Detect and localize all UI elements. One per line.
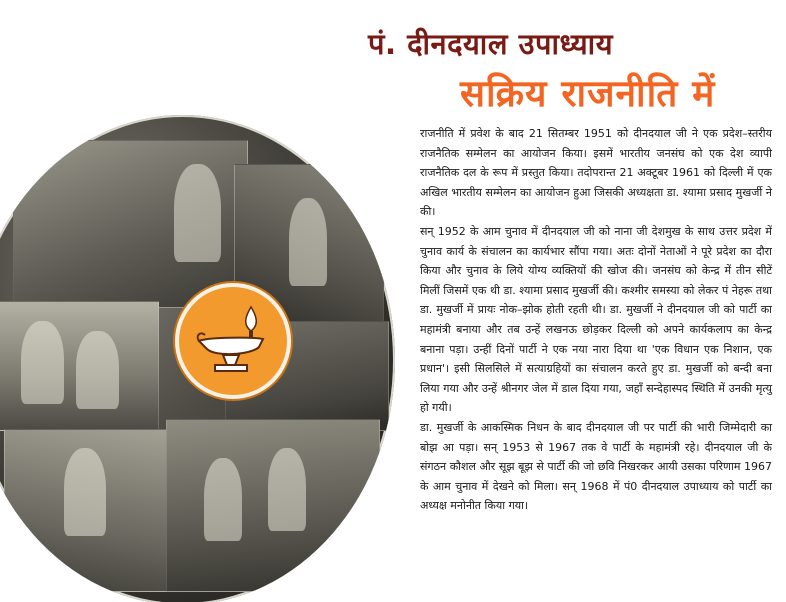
deepak-lamp-icon: [193, 303, 273, 377]
page-title: पं. दीनदयाल उपाध्याय: [368, 27, 614, 61]
collage-figure: [289, 198, 327, 286]
collage-figure: [76, 331, 119, 409]
collage-figure: [64, 448, 107, 536]
collage-figure: [21, 321, 64, 404]
jana-sangh-lamp-emblem: [175, 283, 291, 399]
paragraph: सन् 1952 के आम चुनाव में दीनदयाल जी को नाना जी देशमुख के साथ उत्तर प्रदेश में चुनाव कार्य के संचालन का कार्यभार सौंपा गया। अतः दोनों नेताओं ने पूरे प्रदेश का दौरा किया और चुनाव के लिये योग्य व्यक्तियों की खोज की। जनसंघ को केन्द्र में तीन सीटें मिलीं जिसमें एक थी डा. श्यामा प्रसाद मुखर्जी की। कश्मीर समस्या को लेकर पं नेहरू तथा डा. मुखर्जी में प्रायः नोक–झोक होती रहती थी। डा. मुखर्जी ने दीनदयाल जी को पार्टी का महामंत्री बनाया और तब उन्हें लखनऊ छोड़कर दिल्ली को अपने कार्यकलाप का केन्द्र बनाना पड़ा। उन्हीं दिनों पार्टी ने एक नया नारा दिया था 'एक विधान एक निशान, एक प्रधान'। इसी सिलसिले में सत्याग्रहियों का संचालन करते हुए डा. मुखर्जी को बन्दी बना लिया गया और उन्हें श्रीनगर जेल में डाल दिया गया, जहाँ सन्देहास्पद स्थिति में उनकी मृत्यु हो गयी।: [420, 224, 772, 415]
collage-figure: [174, 164, 221, 262]
collage-figure: [268, 448, 306, 531]
paragraph: डा. मुखर्जी के आकस्मिक निधन के बाद दीनदयाल जी पर पार्टी की भारी जिम्मेदारी का बोझ आ पड़ा। सन् 1953 से 1967 तक वे पार्टी के महामंत्री रहे। दीनदयाल जी के संगठन कौशल और सूझ बूझ से पार्टी की जो छवि निखरकर आयी उसका परिणाम 1967 के आम चुनाव में देखने को मिला। सन् 1968 में पं0 दीनदयाल उपाध्याय को पार्टी का अध्यक्ष मनोनीत किया गया।: [420, 420, 772, 513]
article-body: [420, 124, 772, 516]
page-subtitle: सक्रिय राजनीति में: [460, 72, 716, 115]
collage-figure: [204, 458, 242, 541]
paragraph: राजनीति में प्रवेश के बाद 21 सितम्बर 1951 को दीनदयाल जी ने एक प्रदेश–स्तरीय राजनैतिक सम्मेलन का आयोजन किया। इसमें भारतीय जनसंघ को एक देश व्यापी राजनैतिक दल के रूप में प्रस्तुत किया। तदोपरान्त 21 अक्टूबर 1961 को दिल्ली में एक अखिल भारतीय सम्मेलन का आयोजन हुआ जिसकी अध्यक्षता डा. श्यामा प्रसाद मुखर्जी ने की।: [420, 127, 772, 219]
